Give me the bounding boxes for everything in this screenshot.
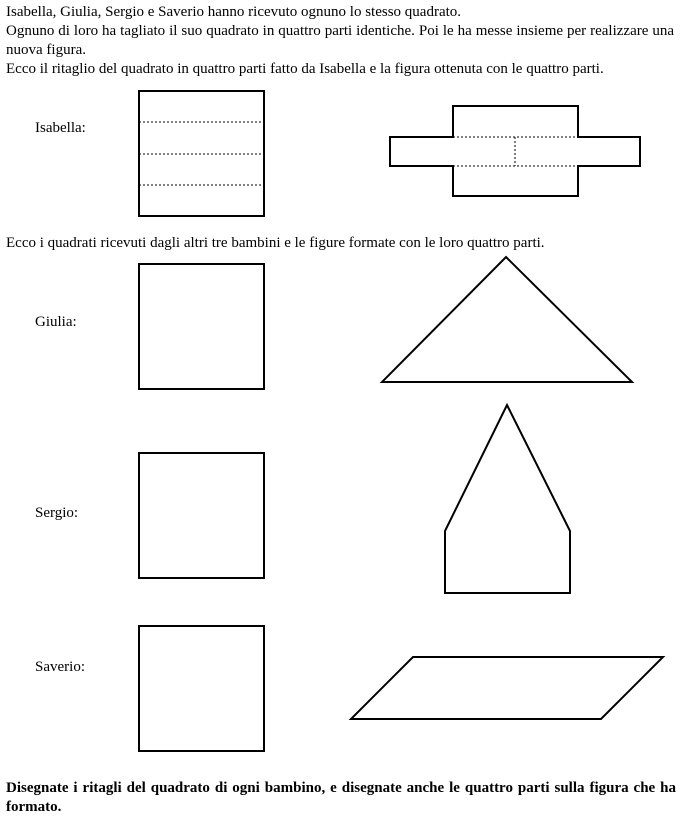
- intro-line-2: Ognuno di loro ha tagliato il suo quadrato in quattro parti identiche. Poi le ha messe insieme per realizzare una nuova figura.: [6, 23, 674, 58]
- saverio-square: [139, 626, 264, 751]
- instruction-text: Disegnate i ritagli del quadrato di ogni bambino, e disegnate anche le quattro parti sulla figura che ha formato.: [6, 780, 676, 815]
- sergio-house: [445, 405, 570, 593]
- sergio-square: [139, 453, 264, 578]
- label-isabella: Isabella:: [35, 120, 86, 136]
- label-sergio: Sergio:: [35, 505, 79, 521]
- giulia-square: [139, 264, 264, 389]
- saverio-parallelogram: [351, 657, 663, 719]
- isabella-figure: [390, 106, 640, 196]
- label-saverio: Saverio:: [35, 659, 85, 675]
- label-giulia: Giulia:: [35, 314, 77, 330]
- isabella-square: [139, 91, 264, 216]
- intro-line-1: Isabella, Giulia, Sergio e Saverio hanno ricevuto ognuno lo stesso quadrato.: [6, 4, 462, 20]
- giulia-triangle: [382, 257, 632, 382]
- middle-text: Ecco i quadrati ricevuti dagli altri tre bambini e le figure formate con le loro quattro parti.: [6, 235, 545, 251]
- intro-line-3: Ecco il ritaglio del quadrato in quattro parti fatto da Isabella e la figura ottenuta con le quattro parti.: [6, 61, 604, 77]
